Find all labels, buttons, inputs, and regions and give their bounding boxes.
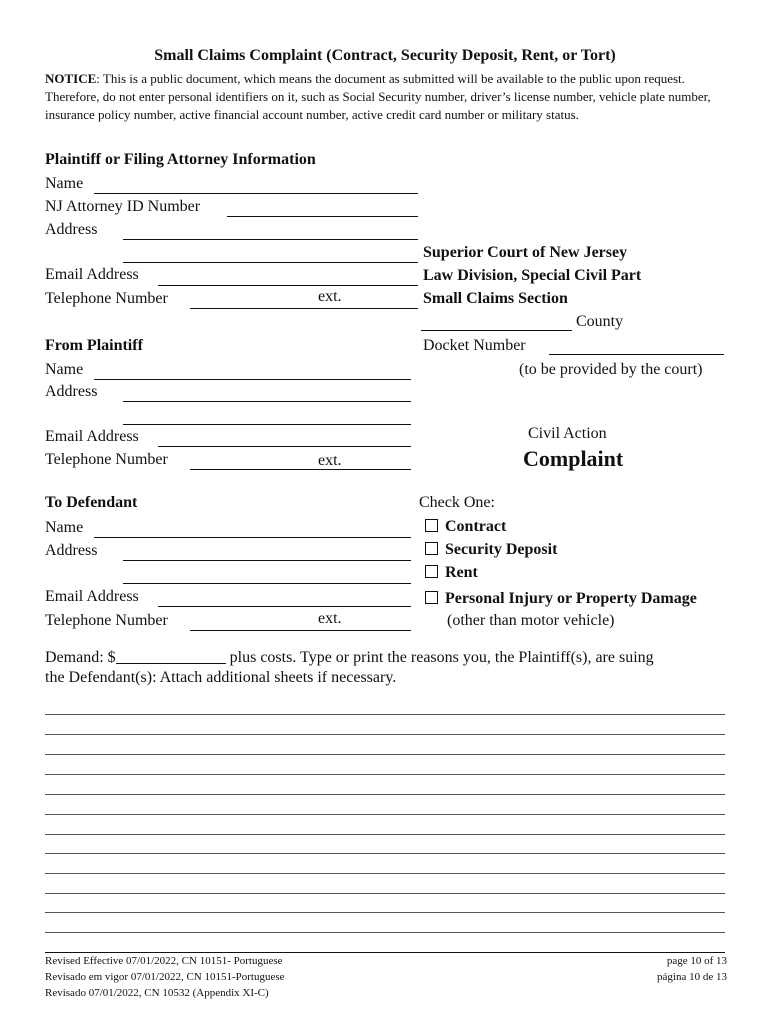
defendant-ext-label: ext.	[318, 610, 342, 627]
attorney-ext-label: ext.	[318, 288, 342, 305]
plaintiff-email-field[interactable]	[158, 446, 411, 447]
plaintiff-phone-label: Telephone Number	[45, 451, 168, 468]
defendant-phone-label: Telephone Number	[45, 612, 168, 629]
footer-page-number: page 10 of 13	[666, 955, 727, 967]
docket-number-label: Docket Number	[423, 337, 526, 354]
defendant-name-field[interactable]	[94, 537, 411, 538]
footer-revision-2: Revisado em vigor 07/01/2022, CN 10151-Portuguese	[45, 971, 285, 983]
demand-amount-field[interactable]	[116, 649, 226, 664]
plaintiff-section-heading: From Plaintiff	[45, 337, 143, 354]
plaintiff-address-field-1[interactable]	[123, 401, 411, 402]
reason-line[interactable]	[45, 932, 725, 933]
complaint-heading: Complaint	[523, 446, 624, 471]
checkbox-contract[interactable]	[425, 519, 438, 532]
attorney-id-field[interactable]	[227, 216, 418, 217]
attorney-address-label: Address	[45, 221, 98, 238]
docket-number-field[interactable]	[549, 354, 724, 355]
option-contract[interactable]	[425, 518, 506, 536]
reason-line[interactable]	[45, 794, 725, 795]
county-field[interactable]	[421, 330, 572, 331]
attorney-phone-field[interactable]	[190, 308, 418, 309]
defendant-email-field[interactable]	[158, 606, 411, 607]
defendant-address-field-1[interactable]	[123, 560, 411, 561]
option-personal-injury[interactable]	[425, 590, 697, 608]
reason-line[interactable]	[45, 814, 725, 815]
notice-paragraph	[45, 70, 735, 124]
attorney-name-field[interactable]	[94, 193, 418, 194]
demand-line	[45, 649, 654, 667]
court-section: Small Claims Section	[423, 290, 568, 307]
reason-line[interactable]	[45, 873, 725, 874]
defendant-phone-field[interactable]	[190, 630, 411, 631]
attorney-email-label: Email Address	[45, 266, 139, 283]
civil-action-label: Civil Action	[528, 425, 607, 442]
court-division: Law Division, Special Civil Part	[423, 267, 642, 284]
option-security-deposit-label: Security Deposit	[445, 541, 558, 558]
footer-revision-3: Revisado 07/01/2022, CN 10532 (Appendix XI-C)	[45, 987, 269, 999]
plaintiff-name-label: Name	[45, 361, 84, 378]
reason-line[interactable]	[45, 912, 725, 913]
defendant-name-label: Name	[45, 519, 84, 536]
court-name: Superior Court of New Jersey	[423, 244, 628, 261]
option-contract-label: Contract	[445, 518, 507, 535]
attorney-section-heading: Plaintiff or Filing Attorney Information	[45, 151, 316, 168]
defendant-section-heading: To Defendant	[45, 494, 138, 511]
reason-line[interactable]	[45, 774, 725, 775]
demand-text-2: the Defendant(s): Attach additional sheets if necessary.	[45, 669, 397, 686]
footer-revision-1: Revised Effective 07/01/2022, CN 10151- Portuguese	[45, 955, 283, 967]
notice-label: NOTICE	[45, 71, 97, 86]
check-one-label: Check One:	[419, 494, 495, 511]
attorney-phone-label: Telephone Number	[45, 290, 168, 307]
attorney-address-field-2[interactable]	[123, 262, 418, 263]
attorney-name-label: Name	[45, 175, 84, 192]
footer-page-number-pt: página 10 de 13	[657, 971, 727, 983]
footer-divider	[45, 952, 725, 953]
option-personal-injury-label: Personal Injury or Property Damage	[445, 590, 697, 607]
reason-line[interactable]	[45, 754, 725, 755]
docket-note: (to be provided by the court)	[519, 361, 703, 378]
reason-line[interactable]	[45, 834, 725, 835]
demand-text-1: plus costs. Type or print the reasons you, the Plaintiff(s), are suing	[225, 649, 654, 666]
defendant-address-field-2[interactable]	[123, 583, 411, 584]
option-security-deposit[interactable]	[425, 541, 557, 559]
checkbox-security-deposit[interactable]	[425, 542, 438, 555]
reason-line[interactable]	[45, 734, 725, 735]
plaintiff-address-label: Address	[45, 383, 98, 400]
defendant-email-label: Email Address	[45, 588, 139, 605]
plaintiff-email-label: Email Address	[45, 428, 139, 445]
county-label: County	[576, 313, 624, 330]
defendant-address-label: Address	[45, 542, 98, 559]
reason-line[interactable]	[45, 893, 725, 894]
attorney-email-field[interactable]	[158, 285, 418, 286]
demand-prefix: Demand: $	[45, 649, 116, 666]
reason-line[interactable]	[45, 853, 725, 854]
page-title: Small Claims Complaint (Contract, Security Deposit, Rent, or Tort)	[154, 47, 616, 64]
plaintiff-name-field[interactable]	[94, 379, 411, 380]
notice-text: : This is a public document, which means the document as submitted will be available to the public upon request. Therefore, do not enter personal identifiers on it, such as Social Security number, driver’s license number, vehicle plate number, insurance policy number, active financial account number, active credit card number or military status.	[45, 71, 711, 122]
plaintiff-phone-field[interactable]	[190, 469, 411, 470]
checkbox-personal-injury[interactable]	[425, 591, 438, 604]
option-personal-injury-note: (other than motor vehicle)	[447, 612, 615, 629]
plaintiff-address-field-2[interactable]	[123, 424, 411, 425]
attorney-id-label: NJ Attorney ID Number	[45, 198, 201, 215]
reason-line[interactable]	[45, 714, 725, 715]
attorney-address-field-1[interactable]	[123, 239, 418, 240]
option-rent[interactable]	[425, 564, 478, 582]
option-rent-label: Rent	[445, 564, 478, 581]
plaintiff-ext-label: ext.	[318, 452, 342, 469]
checkbox-rent[interactable]	[425, 565, 438, 578]
